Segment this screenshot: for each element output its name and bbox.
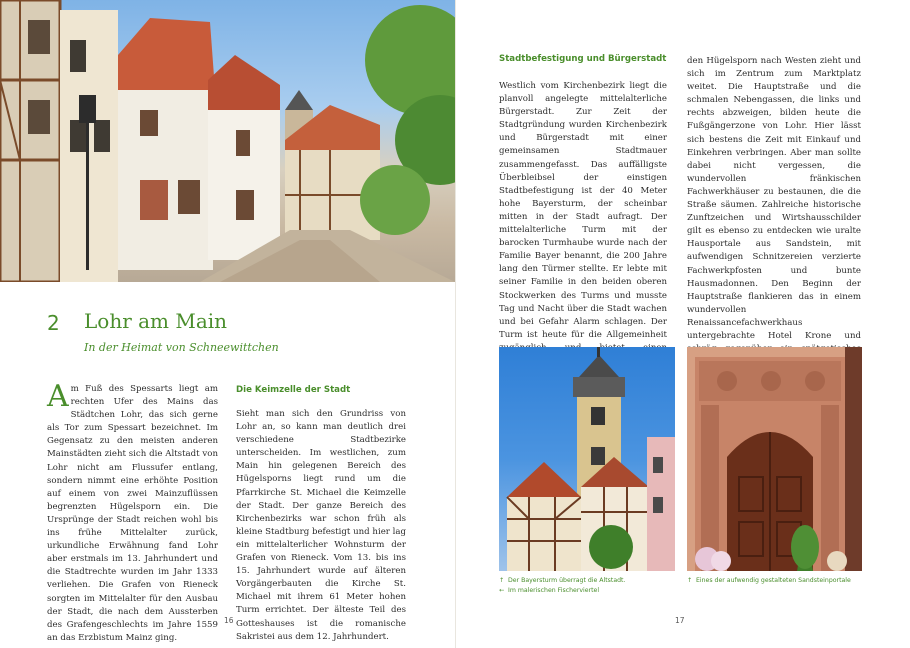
hauptstrasse-paragraph: den Hügelsporn nach Westen zieht und sich im Zentrum zum Marktplatz weitet. Die Hauptstraße und die schmalen Nebengassen, die links und rechts abzweigen, bilden heute die Fußgängerzone von Lohr. Hier lässt sich bestens die Zeit mit Einkauf und Einkehren verbringen. Aber man sollte dabei nicht vergessen, die wundervollen fränkischen Fachwerkhäuser zu bestaunen, die die Straße säumen. Zahlreiche historische Zunftzeichen und Wirtshausschilder gilt es ebenso zu entdecken wie uralte Hausportale aus Sandstein, mit aufwendigen Schnitzereien verzierte Fachwerkpfosten und bunte Hausmadonnen. Den Beginn der Hauptstraße flankieren das in einem wundervollen Renaissancefachwerkhaus untergebrachte Hotel Krone und	[687, 56, 861, 341]
intro-text: m Fuß des Spessarts liegt am rechten Ufer des Mains das Städtchen Lohr, das sich gerne als Tor zum Spessart bezeichnet. Im Gegensatz zu den meisten anderen Mainstädten zieht sich die Altstadt von Lohr nicht am Flussufer entlang, sondern nimmt eine erhöhte Position auf einem von zwei Mainzuflüssen begrenzten Hügelsporn ein. Die Ursprünge der Stadt reichen wohl bis ins frühe Mittelalter zurück, urkundliche Erwähnung fand Lohr aber erstmals im 13. Jahrhundert und die Stadtrechte wurden im Jahr 1333 verliehen. Die Grafen von Rieneck sorgten im Mittelalter für den Ausbau der Stadt, die nach dem Aussterben des Grafengeschlechts im Jahre 1559 an das Erzbistum Mainz ging.	[47, 384, 218, 643]
tower-photo-illustration	[499, 347, 675, 571]
arrow-left-icon: ←	[499, 587, 505, 594]
chapter-title: Lohr am Main	[84, 309, 228, 333]
drop-cap: A	[47, 379, 69, 414]
arrow-up-icon: ↑	[499, 577, 505, 584]
chapter-subtitle: In der Heimat von Schneewittchen	[84, 341, 279, 354]
intro-column	[47, 379, 218, 645]
chapter-number: 2	[47, 311, 60, 335]
page-number-left: 16	[224, 616, 234, 625]
section-heading-stadtbefestigung: Stadtbefestigung und Bürgerstadt	[499, 54, 667, 64]
intro-paragraph	[47, 379, 218, 645]
street-photo-illustration	[0, 0, 455, 282]
tower-photo	[499, 347, 675, 571]
section-heading-keimzelle: Die Keimzelle der Stadt	[236, 385, 351, 395]
tower-photo-captions	[499, 576, 625, 596]
caption-tower-2: ← Im malerischen Fischerviertel	[499, 587, 600, 594]
door-photo	[687, 347, 862, 571]
keimzelle-column	[236, 408, 406, 644]
keimzelle-text: Sieht man sich den Grundriss von Lohr an, so kann man deutlich drei verschiedene Stadtbezirke unterscheiden. Im westlichen, zum Main hin gelegenen Bereich des Hügelsporns liegt rund um die Pfarrkirche St. Michael die Keimzelle der Stadt. Der ganze Bereich des Kirchenbezirks war schon früh als kleine Stadtburg befestigt und hier lag ein mittelalterlicher Wohnsturm der Grafen von Rieneck. Vom 13. bis ins 15. Jahrhundert wurde auf älteren Vorgängerbauten die Kirche St. Michael mit ihrem 61 Meter hohen Turm errichtet. Der älteste Teil des Gotteshauses ist die romanische Sakristei aus dem 12. Jahrhundert.	[236, 409, 406, 642]
arrow-up-icon: ↑	[687, 577, 693, 584]
door-photo-caption	[687, 576, 851, 586]
page-number-right: 17	[675, 616, 685, 625]
street-photo	[0, 0, 455, 282]
page-gutter	[455, 0, 456, 648]
stadtbefestigung-paragraph-1: Westlich vom Kirchenbezirk liegt die planvoll angelegte mittelalterliche Bürgerstadt. Zur Zeit der Stadtgründung wurden Kirchenbezirk und Bürgerstadt mit einer gemeinsamen Stadtmauer zusammengefasst. Das auffälligste Überbleibsel der einstigen Stadtbefestigung ist der 40 Meter hohe Bayersturm, der scheinbar mitten in der Stadt aufragt. Der mittelalterliche Turm mit der barocken Turmhaube wurde nach der Familie Bayer benannt, die 200 Jahre lang den Türmer stellte. Er lebte mit seiner Familie in den beiden oberen Stockwerken des Turms und musste Tag und Nacht über die Stadt wachen und bei Gefahr Alarm schlagen. Der Turm ist heute für die Allgemeinheit	[499, 81, 667, 340]
door-photo-illustration	[687, 347, 862, 571]
caption-door: ↑ Eines der aufwendig gestalteten Sandsteinportale	[687, 577, 851, 584]
caption-tower-1: ↑ Der Bayersturm überragt die Altstadt.	[499, 577, 626, 584]
